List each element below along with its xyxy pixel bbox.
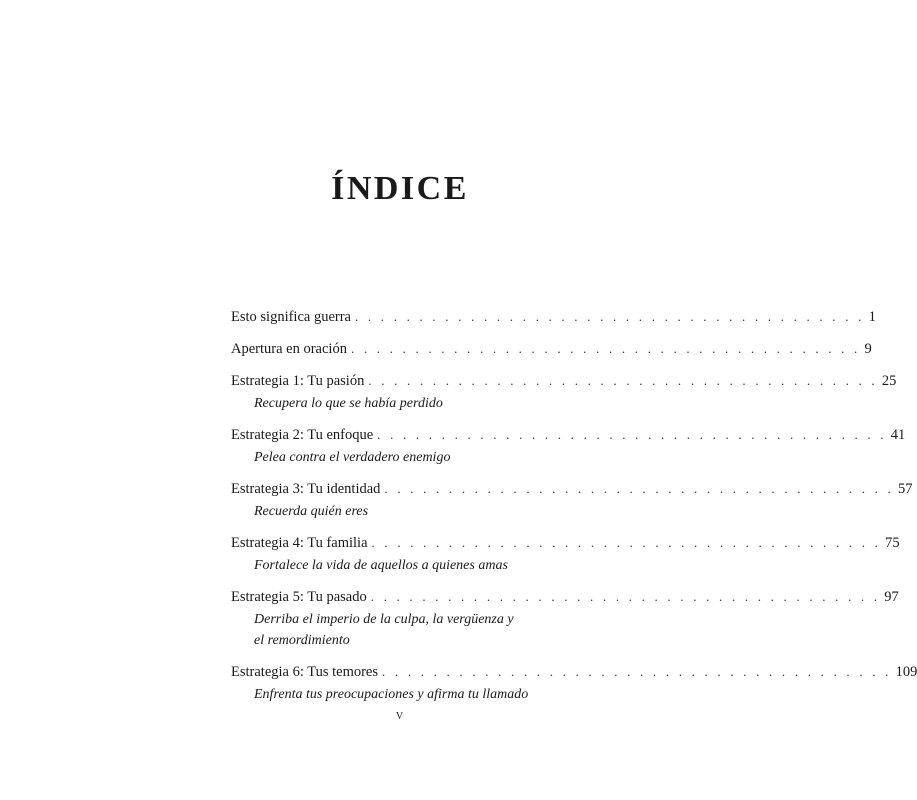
- toc-entry: [231, 476, 913, 522]
- toc-entry-line: [231, 530, 900, 556]
- dot-leader: . . . . . . . . . . . . . . . . . . . . . . . . . . . . . . . . . . . . . . . .: [370, 589, 881, 604]
- toc-entry-title: Apertura en oración: [231, 341, 347, 357]
- toc-entry: [231, 530, 900, 576]
- toc-entry: [231, 304, 876, 330]
- page-title: ÍNDICE: [331, 170, 469, 207]
- toc-entry-line: [231, 368, 897, 394]
- toc-entry-title: Estrategia 1: Tu pasión: [231, 373, 365, 389]
- toc-entry-title: Estrategia 5: Tu pasado: [231, 589, 367, 605]
- toc-entry-title: Estrategia 3: Tu identidad: [231, 481, 381, 497]
- dot-leader: . . . . . . . . . . . . . . . . . . . . . . . . . . . . . . . . . . . . . . . .: [355, 309, 865, 324]
- toc-entry-title: Estrategia 6: Tus temores: [231, 664, 379, 680]
- toc-entry-line: [231, 304, 876, 330]
- toc-entry: [231, 659, 917, 705]
- dot-leader: . . . . . . . . . . . . . . . . . . . . . . . . . . . . . . . . . . . . . . . .: [377, 427, 887, 442]
- dot-leader: . . . . . . . . . . . . . . . . . . . . . . . . . . . . . . . . . . . . . . . .: [382, 664, 892, 679]
- toc-entry-subtitle: Fortalece la vida de aquellos a quienes amas: [254, 558, 508, 573]
- toc-entry: [231, 368, 897, 414]
- dot-leader: . . . . . . . . . . . . . . . . . . . . . . . . . . . . . . . . . . . . . . . .: [368, 373, 878, 388]
- toc-page-number: 9: [864, 341, 872, 357]
- toc-entry: [231, 584, 899, 651]
- toc-entry-line: [231, 584, 899, 610]
- toc-entry-subtitle: Pelea contra el verdadero enemigo: [254, 450, 451, 465]
- toc-entry-subtitle: Recupera lo que se había perdido: [254, 396, 443, 411]
- toc-entry-subtitle: Derriba el imperio de la culpa, la vergüenza y el remordimiento: [254, 612, 514, 648]
- toc-entry-subtitle: Enfrenta tus preocupaciones y afirma tu llamado: [254, 687, 529, 702]
- table-of-contents: [231, 304, 917, 705]
- toc-entry: [231, 422, 906, 468]
- toc-entry-title: Estrategia 4: Tu familia: [231, 535, 368, 551]
- toc-page-number: 1: [868, 309, 876, 325]
- dot-leader: . . . . . . . . . . . . . . . . . . . . . . . . . . . . . . . . . . . . . . . .: [350, 341, 861, 356]
- toc-page-number: 25: [881, 373, 897, 389]
- toc-page-number: 57: [897, 481, 913, 497]
- toc-entry-line: [231, 659, 917, 685]
- toc-page-number: 109: [895, 664, 917, 680]
- toc-page-number: 41: [890, 427, 906, 443]
- toc-entry-title: Estrategia 2: Tu enfoque: [231, 427, 374, 443]
- toc-entry-subtitle: Recuerda quién eres: [254, 504, 369, 519]
- toc-entry-line: [231, 336, 872, 362]
- toc-entry-line: [231, 476, 913, 502]
- toc-page-number: 97: [884, 589, 899, 605]
- dot-leader: . . . . . . . . . . . . . . . . . . . . . . . . . . . . . . . . . . . . . . . .: [371, 535, 882, 550]
- toc-page-number: 75: [885, 535, 900, 551]
- dot-leader: . . . . . . . . . . . . . . . . . . . . . . . . . . . . . . . . . . . . . . . .: [384, 481, 894, 496]
- page-folio: v: [395, 708, 405, 723]
- toc-entry-title: Esto significa guerra: [231, 309, 351, 325]
- toc-entry-line: [231, 422, 906, 448]
- toc-entry: [231, 336, 872, 362]
